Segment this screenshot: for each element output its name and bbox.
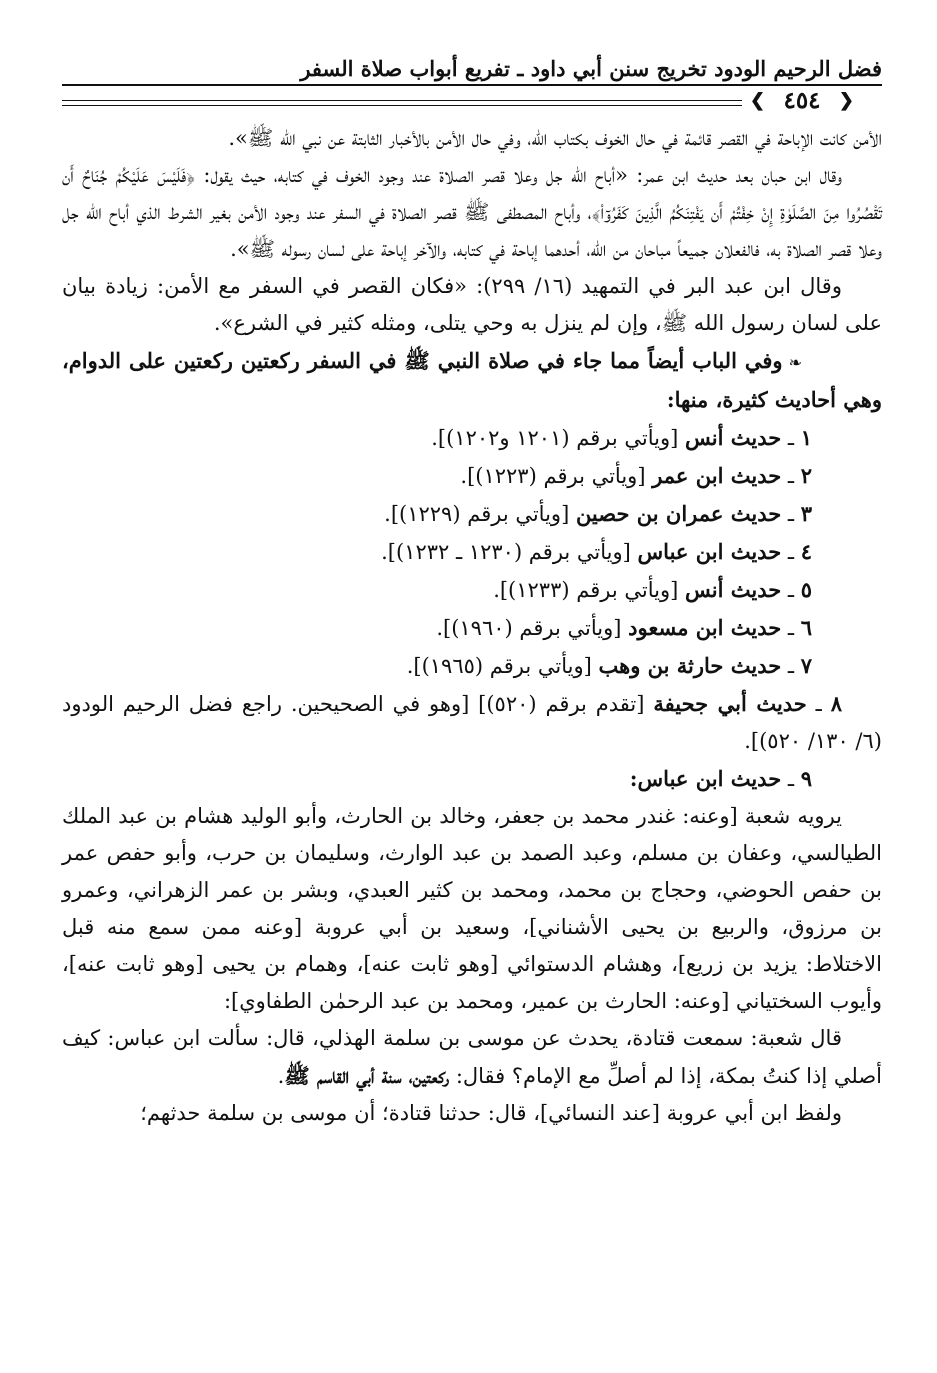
list-name: حديث حارثة بن وهب <box>598 653 782 678</box>
paragraph <box>62 1020 882 1095</box>
list-ref: [ويأتي برقم (١٩٦٠)]. <box>436 616 629 640</box>
list-name: حديث ابن عمر <box>652 463 782 488</box>
list-item: ٦ ـ حديث ابن مسعود [ويأتي برقم (١٩٦٠)]. <box>436 615 812 640</box>
list-number: ٩ <box>800 766 812 791</box>
list-number: ٣ <box>800 501 812 526</box>
paragraph-text: . <box>277 1064 285 1088</box>
list-item: ٨ ـ حديث أبي جحيفة [تقدم برقم (٥٢٠)] [وهو في الصحيحين. راجع فضل الرحيم الودود (٦/ ١٣٠/ ٥٢٠)]. <box>62 691 882 753</box>
list-name: حديث أنس <box>684 425 782 450</box>
list-item: ٤ ـ حديث ابن عباس [ويأتي برقم (١٢٣٠ ـ ١٢٣٢)]. <box>381 539 812 564</box>
paragraph: ولفظ ابن أبي عروبة [عند النسائي]، قال: حدثنا قتادة؛ أن موسى بن سلمة حدثهم؛ <box>140 1101 842 1125</box>
list-name: حديث أبي جحيفة <box>653 691 807 716</box>
list-ref: [ويأتي برقم (١٢٢٣)]. <box>460 464 653 488</box>
list-number: ٨ <box>830 691 842 716</box>
left-ornament-icon: ❮ <box>750 90 766 111</box>
hadith-list <box>62 419 882 798</box>
list-ref: [ويأتي برقم (١٢٣٣)]. <box>493 578 685 602</box>
list-number: ٤ <box>800 539 812 564</box>
main-text <box>62 120 882 1132</box>
list-item: ٧ ـ حديث حارثة بن وهب [ويأتي برقم (١٩٦٥)]. <box>406 653 812 678</box>
right-ornament-icon: ❯ <box>838 90 854 111</box>
list-name: حديث ابن عباس <box>637 539 782 564</box>
list-name: حديث ابن عباس: <box>629 766 782 791</box>
list-item: ١ ـ حديث أنس [ويأتي برقم (١٢٠١ و١٢٠٢)]. <box>431 425 812 450</box>
list-name: حديث ابن مسعود <box>628 615 782 640</box>
list-item: ٩ ـ حديث ابن عباس: <box>629 766 812 791</box>
page-number <box>752 86 852 116</box>
list-ref: [ويأتي برقم (١٢٠١ و١٢٠٢)]. <box>431 426 685 450</box>
list-ref: [ويأتي برقم (١٢٢٩)]. <box>384 502 576 526</box>
page-header <box>62 56 882 86</box>
section-text: مما جاء في صلاة النبي ﷺ في السفر ركعتين ركعتين على الدوام، وهي أحاديث كثيرة، منها: <box>62 348 882 412</box>
paragraph-text: قال شعبة: سمعت قتادة، يحدث عن موسى بن سلمة الهذلي، قال: سألت ابن عباس: كيف أصلي إذا كنتُ بمكة، إذا لم أصلِّ مع الإمام؟ فقال: <box>62 1026 882 1088</box>
list-number: ١ <box>800 425 812 450</box>
paragraph <box>62 342 882 419</box>
page-number-row <box>62 86 882 116</box>
paragraph: يرويه شعبة [وعنه: غندر محمد بن جعفر، وخالد بن الحارث، وأبو الوليد هشام بن عبد الملك الطيالسي، وعفان بن مسلم، وعبد الصمد بن عبد الوارث، وسليمان بن حرب، وأبو حفص عمر بن حفص الحوضي، وحجاج بن محمد، ومحمد بن كثير العبدي، وبشر بن عمر الزهراني، وعمرو بن مرزوق، والربيع بن يحيى الأشناني]، وسعيد بن أبي عروبة [وعنه ممن سمع منه قبل الاختلاط: يزيد بن زريع]، وهشام الدستوائي [وهو ثابت عنه]، وهمام بن يحيى [وهو ثابت عنه]، وأيوب السختياني [وعنه: الحارث بن عمير، ومحمد بن عبد الرحمٰن الطفاوي]: <box>62 804 882 1013</box>
list-number: ٦ <box>800 615 812 640</box>
list-number: ٥ <box>800 577 812 602</box>
list-number: ٧ <box>800 653 812 678</box>
list-ref: [تقدم برقم (٥٢٠)] [وهو في الصحيحين. راجع فضل الرحيم الودود (٦/ ١٣٠/ ٥٢٠)]. <box>62 692 882 753</box>
list-ref: [ويأتي برقم (١٢٣٠ ـ ١٢٣٢)]. <box>381 540 638 564</box>
list-number: ٢ <box>800 463 812 488</box>
paragraph: وقال ابن عبد البر في التمهيد (١٦/ ٢٩٩): «فكان القصر في السفر مع الأمن: زيادة بيان على لسان رسول الله ﷺ، وإن لم ينزل به وحي يتلى، ومثله كثير في الشرع». <box>62 274 882 335</box>
list-item: ٢ ـ حديث ابن عمر [ويأتي برقم (١٢٢٣)]. <box>460 463 812 488</box>
running-title: فضل الرحيم الودود تخريج سنن أبي داود ـ تفريع أبواب صلاة السفر <box>300 56 882 81</box>
list-item: ٥ ـ حديث أنس [ويأتي برقم (١٢٣٣)]. <box>493 577 812 602</box>
ornament-line <box>62 105 742 106</box>
list-item: ٣ ـ حديث عمران بن حصين [ويأتي برقم (١٢٢٩)]. <box>384 501 812 526</box>
paragraph: وقال ابن حبان بعد حديث ابن عمر: «أباح الله جل وعلا قصر الصلاة عند وجود الخوف في كتابه، حيث يقول: ﴿فَلَيْسَ عَلَيْكُمْ جُنَاحٌ أَن تَقْصُرُوا مِنَ الصَّلَوٰةِ إِنْ خِفْتُمْ أَن يَفْتِنَكُمُ الَّذِينَ كَفَرُوٓاْ﴾، وأباح المصطفى ﷺ قصر الصلاة في السفر عند وجود الأمن بغير الشرط الذي أباح الله جل وعلا قصر الصلاة به، فالفعلان جميعاً مباحان من الله، أحدهما إباحة في كتابه، والآخر إباحة على لسان رسوله ﷺ». <box>62 163 882 261</box>
ornament-line <box>62 100 742 101</box>
leaf-icon: ❧ <box>788 353 802 372</box>
section-lead: وفي الباب أيضاً <box>647 348 783 373</box>
list-name: حديث عمران بن حصين <box>575 501 782 526</box>
quoted-answer: ركعتين، سنة أبي القاسم ﷺ <box>284 1063 450 1088</box>
paragraph: الأمن كانت الإباحة في القصر قائمة في حال الخوف بكتاب الله، وفي حال الأمن بالأخبار الثابتة عن نبي الله ﷺ». <box>228 126 882 150</box>
list-name: حديث أنس <box>684 577 782 602</box>
list-ref: [ويأتي برقم (١٩٦٥)]. <box>406 654 599 678</box>
page-number-text: ٤٥٤ <box>783 87 821 114</box>
